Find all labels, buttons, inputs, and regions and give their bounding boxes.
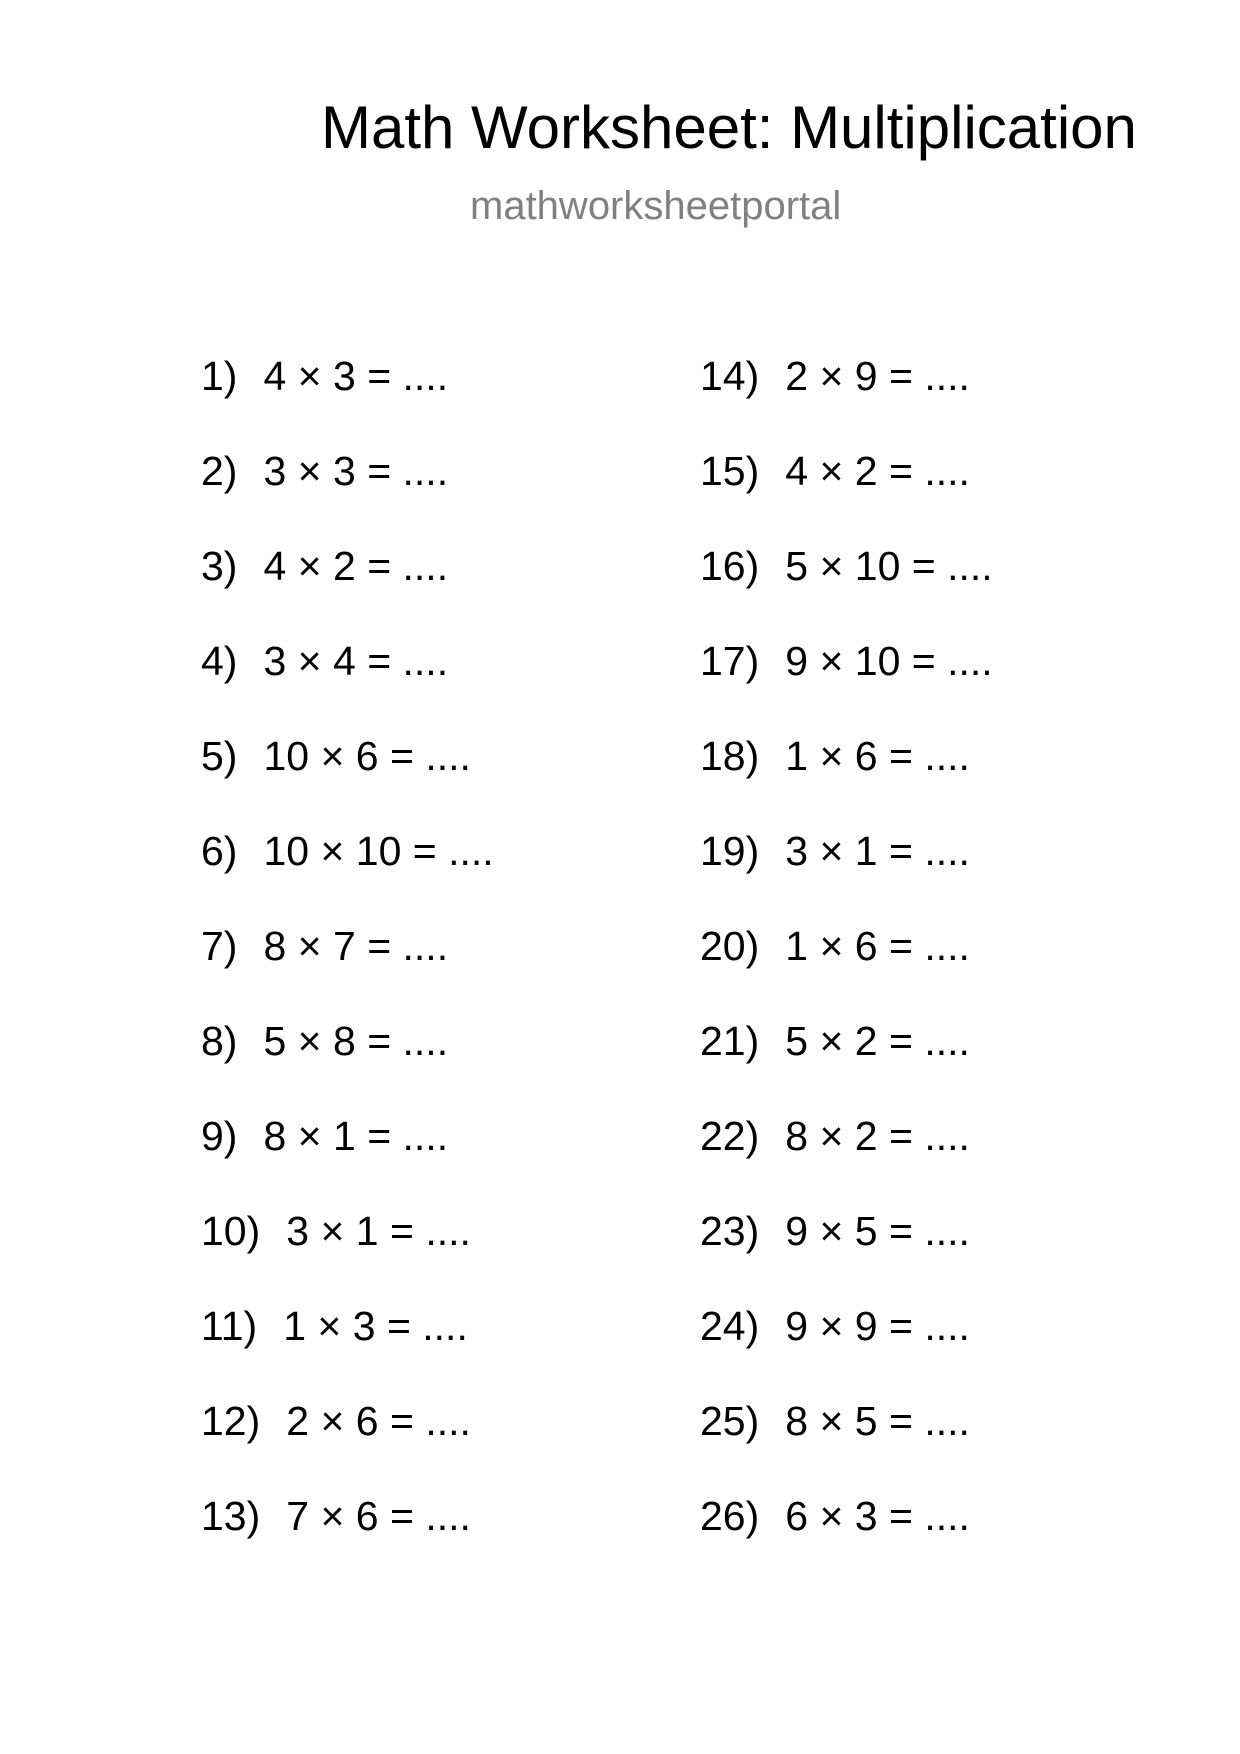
problem-item: [201, 353, 494, 451]
problem-item: [201, 543, 494, 641]
problem-expression: 8 × 2 = ....: [785, 1113, 970, 1159]
problem-item: [201, 1113, 494, 1211]
problem-number: 16): [700, 543, 760, 589]
problem-item: [201, 448, 494, 546]
problem-number: 21): [700, 1018, 760, 1064]
problem-number: 12): [201, 1398, 261, 1444]
problem-expression: 4 × 2 = ....: [263, 543, 449, 589]
problem-number: 5): [201, 733, 238, 779]
problem-item: [700, 1113, 993, 1211]
problem-number: 6): [201, 828, 238, 874]
problem-expression: 4 × 3 = ....: [263, 353, 449, 399]
problem-expression: 3 × 1 = ....: [785, 828, 970, 874]
problem-item: [201, 923, 494, 1021]
problem-item: [700, 448, 993, 546]
problem-number: 3): [201, 543, 238, 589]
problem-item: [700, 923, 993, 1021]
problem-number: 10): [201, 1208, 261, 1254]
problem-number: 7): [201, 923, 238, 969]
problem-number: 19): [700, 828, 760, 874]
problem-item: [700, 638, 993, 736]
problem-item: [201, 1018, 494, 1116]
problem-expression: 10 × 10 = ....: [263, 828, 494, 874]
problem-item: [201, 1303, 494, 1401]
problem-number: 18): [700, 733, 760, 779]
problem-expression: 1 × 6 = ....: [785, 733, 970, 779]
problem-number: 8): [201, 1018, 238, 1064]
problem-item: [201, 1398, 494, 1496]
problem-item: [201, 1208, 494, 1306]
problem-expression: 6 × 3 = ....: [785, 1493, 970, 1539]
problem-column-right: [700, 353, 993, 1591]
problem-item: [700, 543, 993, 641]
problem-item: [201, 828, 494, 926]
problem-item: [201, 638, 494, 736]
problem-item: [700, 1208, 993, 1306]
problem-number: 4): [201, 638, 238, 684]
problem-expression: 3 × 3 = ....: [263, 448, 449, 494]
problem-item: [201, 733, 494, 831]
problem-item: [700, 1398, 993, 1496]
problem-expression: 4 × 2 = ....: [785, 448, 970, 494]
problem-expression: 7 × 6 = ....: [286, 1493, 471, 1539]
problem-number: 23): [700, 1208, 760, 1254]
problem-number: 15): [700, 448, 760, 494]
problem-expression: 9 × 5 = ....: [785, 1208, 970, 1254]
problem-expression: 10 × 6 = ....: [263, 733, 471, 779]
problem-number: 25): [700, 1398, 760, 1444]
problem-expression: 1 × 3 = ....: [283, 1303, 468, 1349]
problem-number: 1): [201, 353, 238, 399]
problem-number: 24): [700, 1303, 760, 1349]
worksheet-source: mathworksheetportal: [470, 184, 842, 228]
problem-item: [201, 1493, 494, 1591]
problem-expression: 9 × 10 = ....: [785, 638, 993, 684]
problem-expression: 2 × 9 = ....: [785, 353, 970, 399]
problem-item: [700, 1018, 993, 1116]
worksheet-title: Math Worksheet: Multiplication: [321, 94, 1137, 161]
problem-number: 14): [700, 353, 760, 399]
problem-item: [700, 353, 993, 451]
problem-expression: 3 × 4 = ....: [263, 638, 449, 684]
problem-number: 13): [201, 1493, 261, 1539]
problem-expression: 8 × 1 = ....: [263, 1113, 449, 1159]
problem-column-left: [201, 353, 494, 1591]
problem-item: [700, 733, 993, 831]
problem-number: 9): [201, 1113, 238, 1159]
problem-number: 17): [700, 638, 760, 684]
problem-expression: 5 × 8 = ....: [263, 1018, 449, 1064]
problem-item: [700, 828, 993, 926]
problem-expression: 5 × 2 = ....: [785, 1018, 970, 1064]
problem-item: [700, 1303, 993, 1401]
problem-expression: 2 × 6 = ....: [286, 1398, 471, 1444]
problem-number: 22): [700, 1113, 760, 1159]
problem-number: 20): [700, 923, 760, 969]
problem-number: 26): [700, 1493, 760, 1539]
problem-number: 2): [201, 448, 238, 494]
problem-expression: 8 × 7 = ....: [263, 923, 449, 969]
problem-expression: 8 × 5 = ....: [785, 1398, 970, 1444]
problem-number: 11): [201, 1303, 258, 1349]
problem-expression: 5 × 10 = ....: [785, 543, 993, 589]
problem-expression: 9 × 9 = ....: [785, 1303, 970, 1349]
problem-item: [700, 1493, 993, 1591]
problem-expression: 3 × 1 = ....: [286, 1208, 471, 1254]
problem-expression: 1 × 6 = ....: [785, 923, 970, 969]
